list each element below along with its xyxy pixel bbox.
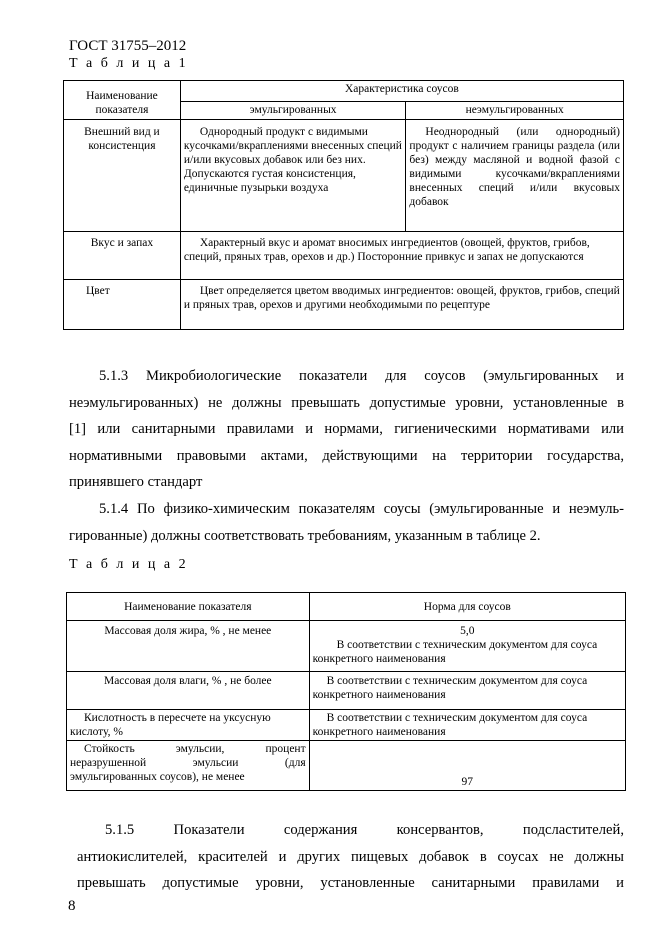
paragraph-5-1-4 xyxy=(69,496,624,549)
table-2 xyxy=(66,592,626,791)
t1-row-color-value: Цвет определяется цветом вводимых ингредиентов: овощей, фруктов, грибов, специй и пряных трав, орехов и другими необходимыми по рецептуре xyxy=(180,280,623,330)
t2-row-note: В соответствии с техническим документом для соуса конкретного наименования xyxy=(309,672,625,710)
t2-row-name: Стойкость эмульсии, процент неразрушенной эмульсии (для эмульгированных соусов), не менее xyxy=(67,741,310,791)
t1-row-appearance-name: Внешний вид и консистенция xyxy=(64,120,181,232)
t1-row-appearance-nonemulsified: Неоднородный (или однородный) продукт с наличием границы раздела (или без) между масляной и водной фазой с видимыми кусочками/вкраплениями внесенных специй и/или вкусовых добавок xyxy=(406,120,624,232)
p513-line: неэмульгированных) не должны превышать допустимые уровни, установленные в xyxy=(69,394,624,411)
t1-row-color-name: Цвет xyxy=(64,280,181,330)
standard-number: ГОСТ 31755–2012 xyxy=(69,38,187,54)
t2-row-number: 97 xyxy=(309,741,625,791)
p513-last-line: принявшего стандарт xyxy=(69,474,203,490)
t2-row-name: Кислотность в пересчете на уксусную кислоту, % xyxy=(67,710,310,741)
t2-row-note: В соответствии с техническим документом для соуса конкретного наименования xyxy=(312,639,598,665)
t1-header-emulsified: эмульгированных xyxy=(180,102,406,120)
p515-line: 5.1.5 Показатели содержания консервантов, подсластителей, xyxy=(105,822,624,838)
paragraph-5-1-5 xyxy=(69,817,624,897)
table1-caption: Т а б л и ц а 1 xyxy=(69,56,189,71)
t2-row-name: Массовая доля влаги, % , не более xyxy=(67,672,310,710)
t2-row-name: Массовая доля жира, % , не менее xyxy=(67,621,310,672)
t1-header-group: Характеристика соусов xyxy=(180,81,623,102)
p515-line: превышать допустимые уровни, установленные санитарными правилами и xyxy=(77,875,624,891)
t1-header-indicator: Наименование показателя xyxy=(64,81,181,120)
t1-row-taste-value: Характерный вкус и аромат вносимых ингредиентов (овощей, фруктов, грибов, специй, пряных трав, орехов и др.) Посторонние привкус и запах не допускаются xyxy=(180,232,623,280)
p514-line: 5.1.4 По физико-химическим показателям соусы (эмульгированные и неэмуль- xyxy=(99,501,624,517)
standard-header xyxy=(69,38,188,72)
page-number: 8 xyxy=(68,898,76,914)
p513-line: [1] или санитарными правилами и нормами, гигиеническими нормативами или xyxy=(69,421,624,437)
p513-line: нормативными правовыми актами, действующими на территории государства, xyxy=(69,447,624,464)
t1-appearance-emulsified-text: Однородный продукт с видимыми кусочками/вкраплениями внесенных специй и/или вкусовых добавок или без них. xyxy=(183,126,402,166)
t2-row-note: В соответствии с техническим документом для соуса конкретного наименования xyxy=(309,710,625,741)
t1-row-appearance-emulsified xyxy=(180,120,406,232)
p515-line: антиокислителей, красителей и других пищевых добавок в соусах не должны xyxy=(77,848,624,865)
p514-last-line: гированные) должны соответствовать требованиям, указанным в таблице 2. xyxy=(69,527,541,544)
t2-row-value xyxy=(309,621,625,672)
t2-header-indicator: Наименование показателя xyxy=(67,593,310,621)
t1-header-nonemulsified: неэмульгированных xyxy=(406,102,624,120)
p513-line: 5.1.3 Микробиологические показатели для соусов (эмульгированных и xyxy=(99,368,624,384)
paragraph-5-1-3 xyxy=(69,363,624,496)
table2-caption: Т а б л и ц а 2 xyxy=(69,557,189,572)
t1-row-taste-name: Вкус и запах xyxy=(64,232,181,280)
t2-header-norm: Норма для соусов xyxy=(309,593,625,621)
table-1 xyxy=(63,80,624,330)
t1-appearance-emulsified-note: Допускаются густая консистенция, единичные пузырьки воздуха xyxy=(183,168,356,194)
t2-row-number: 5,0 xyxy=(460,625,475,637)
